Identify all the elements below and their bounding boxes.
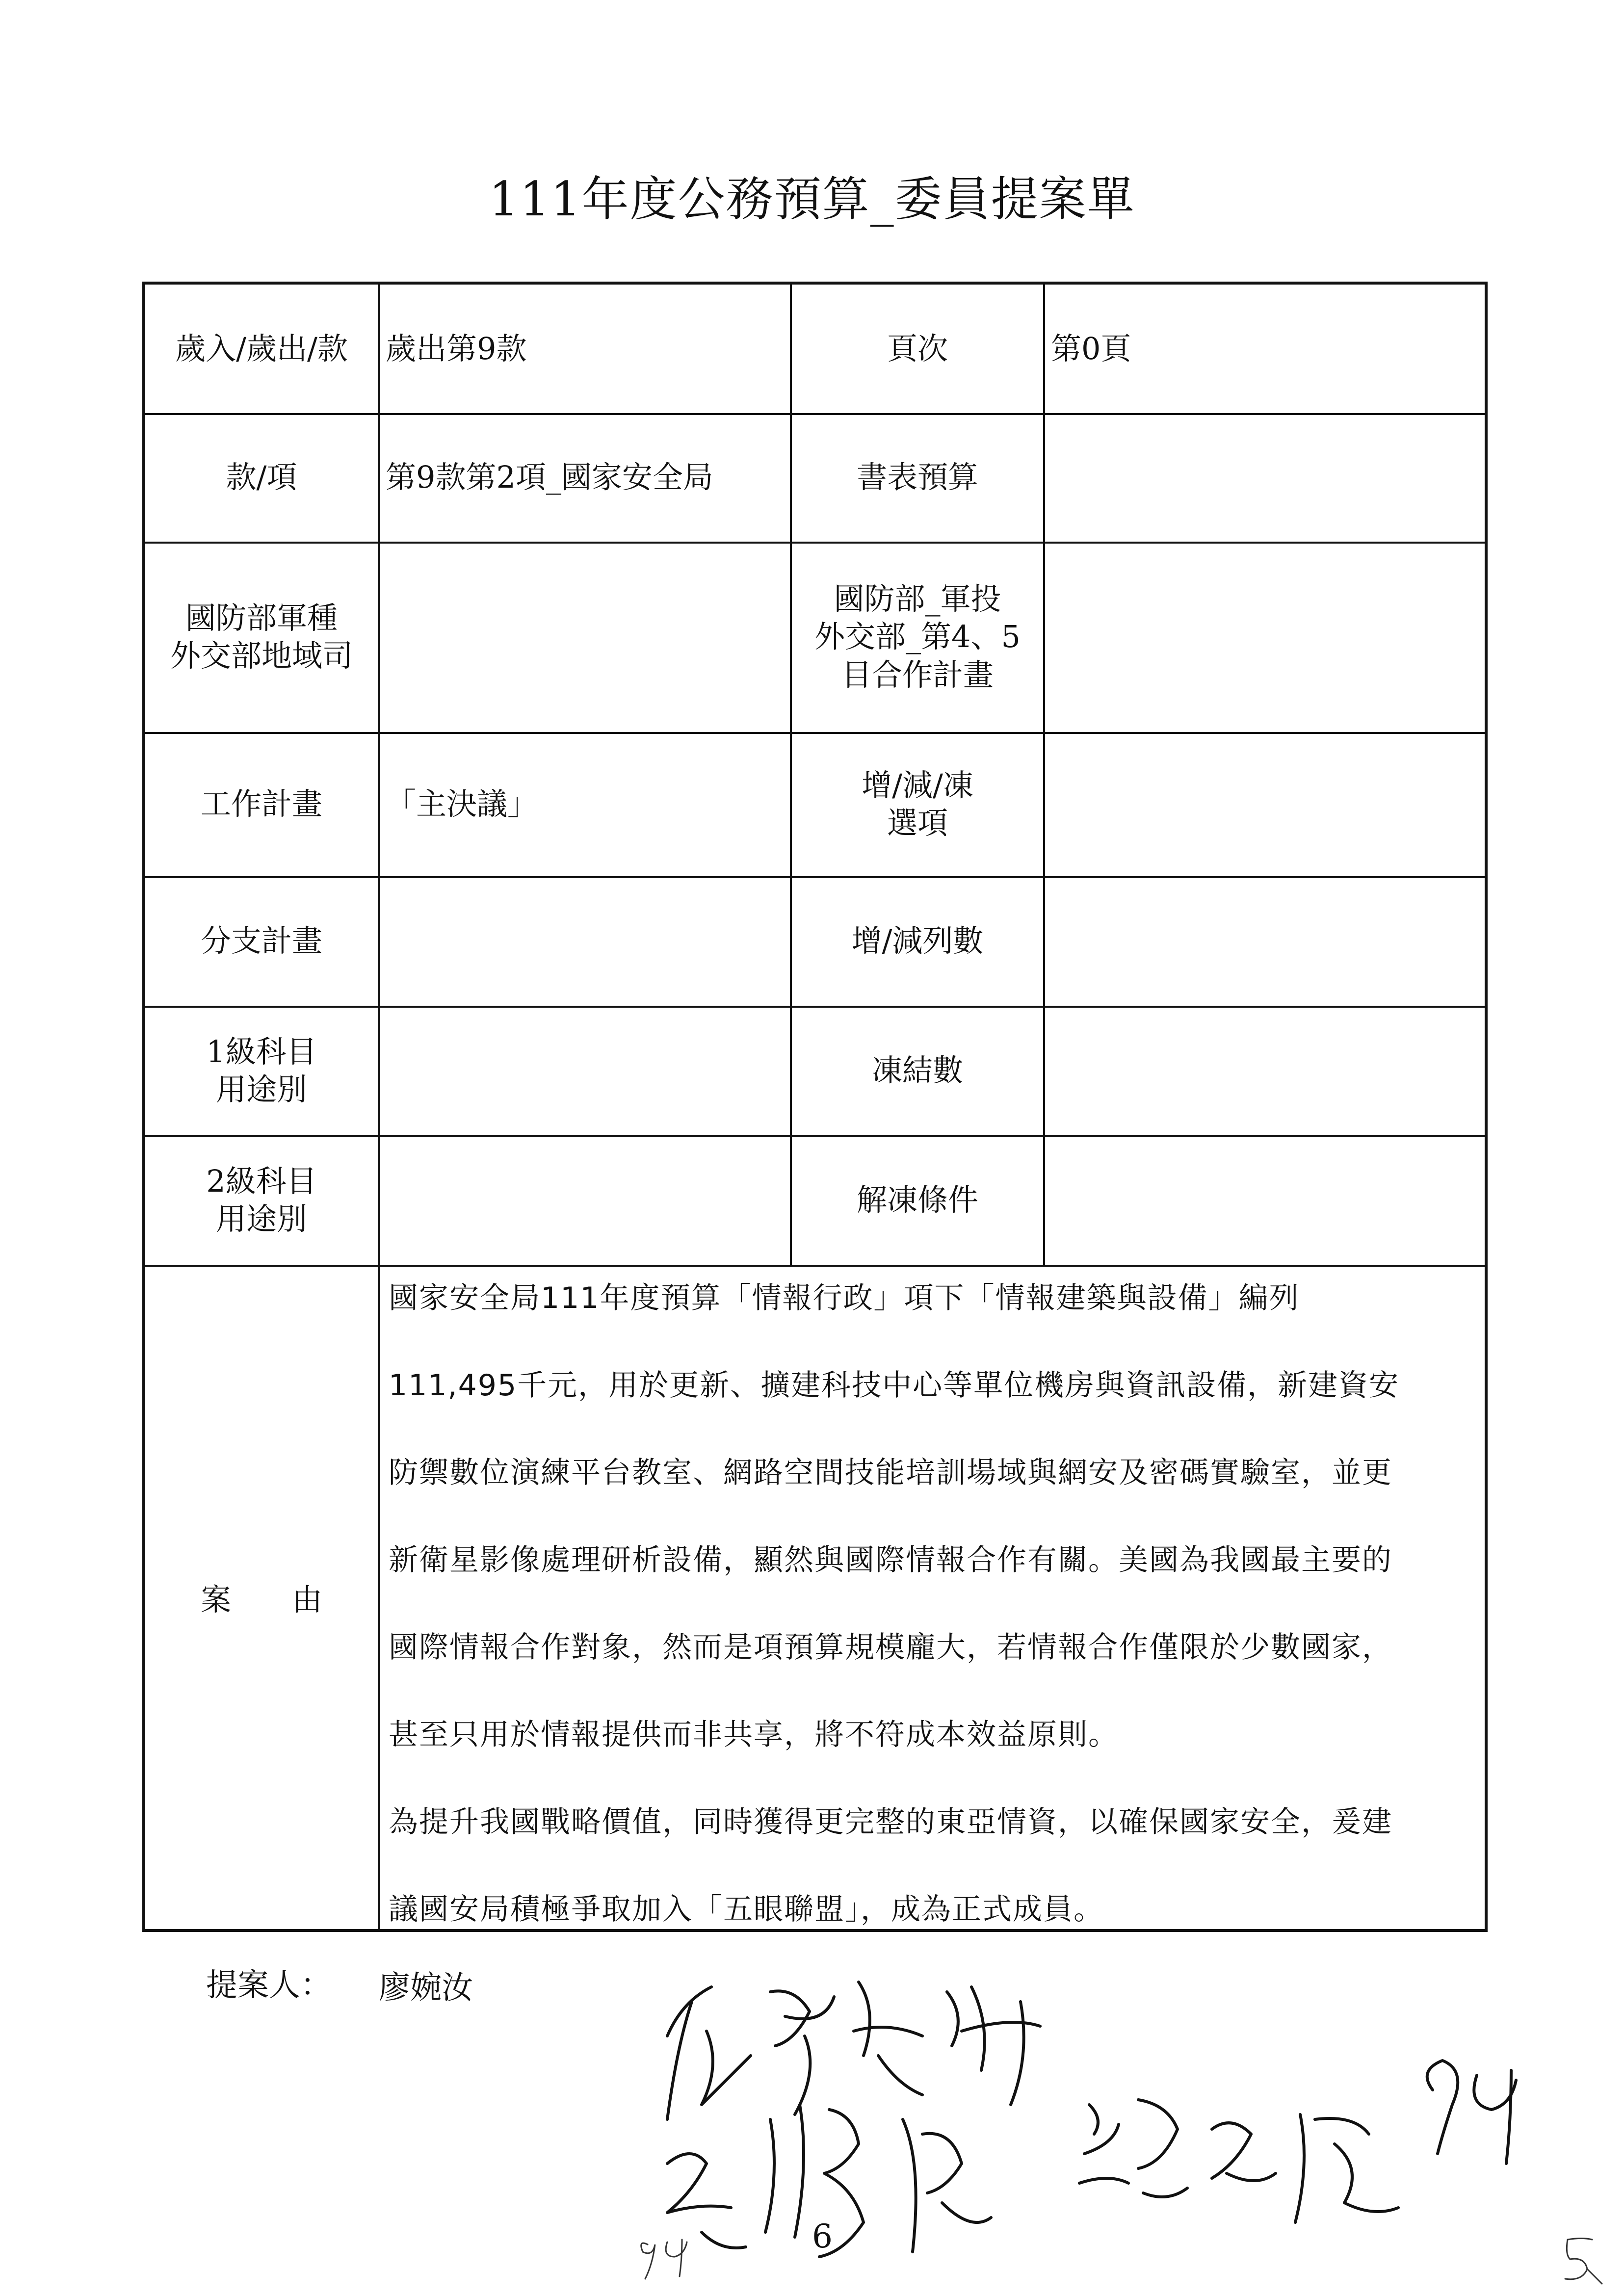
reason-line: 111,495千元，用於更新、擴建科技中心等單位機房與資訊設備，新建資安: [389, 1368, 1400, 1403]
row-value: [380, 542, 792, 732]
row-value-2: [1045, 876, 1485, 1006]
row-value: 第9款第2項_國家安全局: [380, 413, 792, 542]
row-label-2: 解凍條件: [792, 1135, 1045, 1265]
row-value: 「主決議」: [380, 732, 792, 876]
reason-label: 案 由: [145, 1265, 380, 1929]
row-value: [380, 1006, 792, 1135]
row-label-2: 書表預算: [792, 413, 1045, 542]
row-label-2: 凍結數: [792, 1006, 1045, 1135]
reason-row: [145, 1265, 1485, 1929]
row-label-2: 頁次: [792, 285, 1045, 413]
form-row-7: [145, 1135, 1485, 1267]
margin-note-94: [628, 2230, 707, 2284]
row-label: 工作計畫: [145, 732, 380, 876]
row-value-2: [1045, 413, 1485, 542]
row-value: [380, 876, 792, 1006]
row-value: [380, 1135, 792, 1265]
row-label-2: 增/減/凍 選項: [792, 732, 1045, 876]
row-label: 1級科目 用途別: [145, 1006, 380, 1135]
proposer-name: 廖婉汝: [379, 1970, 473, 2006]
row-value-2: [1045, 1135, 1485, 1265]
reason-line: 議國安局積極爭取加入「五眼聯盟」，成為正式成員。: [389, 1892, 1104, 1927]
reason-line: 為提升我國戰略價值，同時獲得更完整的東亞情資，以確保國家安全，爰建: [389, 1805, 1392, 1839]
reason-text: [389, 1275, 1475, 1973]
row-label-2: 增/減列數: [792, 876, 1045, 1006]
row-value-2: [1045, 732, 1485, 876]
row-label: 2級科目 用途別: [145, 1135, 380, 1265]
proposer-label: 提案人：: [206, 1967, 332, 2004]
row-label: 國防部軍種 外交部地域司: [145, 542, 380, 732]
form-row-1: [145, 285, 1485, 415]
form-row-6: [145, 1006, 1485, 1137]
row-label: 分支計畫: [145, 876, 380, 1006]
row-value-2: [1045, 1006, 1485, 1135]
form-row-4: [145, 732, 1485, 878]
reason-line: 甚至只用於情報提供而非共享，將不符成本效益原則。: [389, 1718, 1119, 1752]
corner-mark: [1553, 2230, 1607, 2289]
reason-line: 國家安全局111年度預算「情報行政」項下「情報建築與設備」編列: [389, 1281, 1300, 1315]
row-value-2: 第0頁: [1051, 331, 1131, 367]
page-number: 6: [812, 2218, 833, 2255]
handwritten-signatures: [648, 1957, 1580, 2271]
reason-line: 國際情報合作對象，然而是項預算規模龐大，若情報合作僅限於少數國家，: [389, 1630, 1392, 1665]
form-row-3: [145, 542, 1485, 734]
row-label: 歲入/歲出/款: [145, 285, 380, 413]
reason-line: 新衛星影像處理研析設備，顯然與國際情報合作有關。美國為我國最主要的: [389, 1543, 1392, 1577]
form-title: 111年度公務預算_委員提案單: [489, 172, 1135, 227]
row-value: 歲出第9款: [380, 285, 792, 413]
form-row-5: [145, 876, 1485, 1008]
row-label: 款/項: [145, 413, 380, 542]
reason-line: 防禦數位演練平台教室、網路空間技能培訓場域與網安及密碼實驗室，並更: [389, 1456, 1392, 1490]
proposal-form: [142, 282, 1488, 1932]
row-value-2: [1045, 542, 1485, 732]
row-label-2: 國防部_軍投 外交部_第4、5 目合作計畫: [792, 542, 1045, 732]
form-row-2: [145, 413, 1485, 544]
